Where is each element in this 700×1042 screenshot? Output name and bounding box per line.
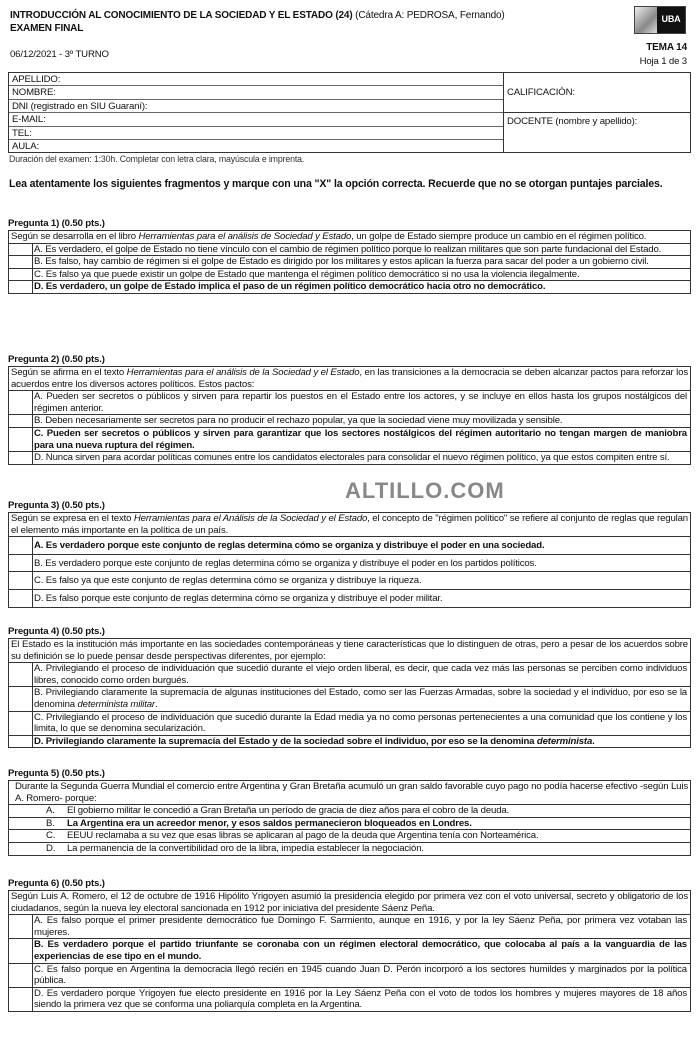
question-title: Pregunta 4) (0.50 pts.) — [8, 626, 105, 637]
answer-mark-cell[interactable] — [9, 736, 33, 748]
answer-mark-cell[interactable] — [9, 572, 33, 589]
uba-logo-text: UBA — [657, 7, 685, 33]
option-d[interactable] — [9, 452, 690, 464]
question-5 — [8, 768, 691, 856]
option-d[interactable] — [9, 843, 690, 855]
option-text — [33, 244, 690, 256]
answer-mark-cell[interactable] — [9, 988, 33, 1011]
option-text — [33, 537, 690, 554]
answer-mark-cell[interactable] — [9, 281, 33, 293]
question-4 — [8, 626, 691, 748]
question-1 — [8, 218, 691, 294]
field-apellido[interactable]: APELLIDO: — [9, 73, 503, 86]
option-text-main: El gobierno militar le concedió a Gran Bretaña un período de gracia de diez años para el cobro de la deuda. — [67, 805, 510, 817]
question-title: Pregunta 6) (0.50 pts.) — [8, 878, 105, 889]
stem-text: Durante la Segunda Guerra Mundial el comercio entre Argentina y Gran Bretaña acumuló un gran saldo favorable cuyo pago no podía hacerse efectivo -según Luis A. Romero- porque: — [15, 781, 688, 804]
option-text-main: C. Pueden ser secretos o públicos y sirven para garantizar que los sectores nostálgicos del régimen autoritario no tengan margen de maniobra para una nueva ruptura del régimen. — [34, 427, 687, 451]
option-term: determinista — [536, 735, 593, 747]
option-text — [33, 939, 690, 962]
student-id-form — [8, 72, 691, 153]
option-text — [33, 555, 690, 572]
answer-mark-cell[interactable] — [9, 818, 46, 830]
option-text-main: D. Es verdadero porque Yrigoyen fue electo presidente en 1916 por la Ley Sáenz Peña con el voto de todos los hombres y mujeres mayores de 18 años siendo la primera vez que se conforma una poliarquía completa en la Argentina. — [34, 987, 687, 1011]
option-text-main: B. Privilegiando claramente la supremacía de algunas instituciones del Estado, como ser las Fuerzas Armadas, sobre la sociedad y el individuo, por eso se la denomina — [34, 687, 687, 710]
exam-date: 06/12/2021 - 3º TURNO — [10, 49, 109, 60]
option-text — [33, 391, 690, 414]
option-text — [66, 805, 690, 817]
option-text-main: A. Pueden ser secretos o públicos y sirven para repartir los puestos en el Estado entre los actores, y se incluye en ellos hasta los grupos nostálgicos del régimen anterior. — [34, 391, 687, 414]
option-text-main: EEUU reclamaba a su vez que esas libras se aplicaran al pago de la deuda que Argentina tenía con Norteamérica. — [67, 830, 539, 842]
option-text-main: C. Es falso porque en Argentina la democracia llegó recién en 1945 cuando Juan D. Perón incorporó a los sectores humildes y marginados por la política pública. — [34, 963, 687, 987]
instructions: Lea atentamente los siguientes fragmentos y marque con una "X" la opción correcta. Recuerde que no se otorgan puntajes parciales. — [9, 178, 663, 190]
answer-mark-cell[interactable] — [9, 269, 33, 281]
option-b[interactable] — [9, 687, 690, 711]
question-title: Pregunta 3) (0.50 pts.) — [8, 500, 105, 511]
answer-mark-cell[interactable] — [9, 964, 33, 987]
question-box — [8, 512, 691, 608]
option-a[interactable] — [9, 805, 690, 818]
answer-mark-cell[interactable] — [9, 843, 46, 855]
answer-mark-cell[interactable] — [9, 537, 33, 554]
question-stem — [9, 513, 690, 537]
option-text-main: D. Es falso porque este conjunto de reglas determina cómo se organiza y distribuye el poder militar. — [34, 592, 443, 604]
question-stem — [9, 639, 690, 663]
option-a[interactable] — [9, 663, 690, 687]
option-text — [33, 269, 690, 281]
option-text — [33, 590, 690, 607]
option-term: determinista militar — [77, 698, 155, 710]
question-2 — [8, 354, 691, 465]
option-c[interactable] — [9, 572, 690, 590]
answer-mark-cell[interactable] — [9, 452, 33, 464]
option-c[interactable] — [9, 964, 690, 988]
stem-text: Según Luis A. Romero, el 12 de octubre de 1916 Hipólito Yrigoyen asumió la presidencia elegido por primera vez con el voto universal, secreto y obligatorio de los ciudadanos, según la nueva ley electoral sancionada en 1912 por iniciativa del presidente Sáenz Peña. — [11, 891, 688, 914]
question-box — [8, 890, 691, 1012]
answer-mark-cell[interactable] — [9, 830, 46, 842]
stem-book-title: Herramientas para el análisis de Sociedad y Estado — [138, 231, 352, 242]
field-docente[interactable]: DOCENTE (nombre y apellido): — [507, 116, 638, 127]
stem-text-end: , un golpe de Estado siempre produce un cambio en el régimen político. — [351, 231, 647, 242]
answer-mark-cell[interactable] — [9, 590, 33, 607]
answer-mark-cell[interactable] — [9, 391, 33, 414]
tema-number: TEMA 14 — [646, 42, 687, 53]
option-text-main: B. Es falso, hay cambio de régimen si el golpe de Estado es dirigido por los militares y estos aplican la fuerza para sacar del poder a un gobierno civil. — [34, 256, 649, 268]
stem-book-title: Herramientas para el análisis de la Sociedad y el Estado — [126, 367, 360, 378]
answer-mark-cell[interactable] — [9, 915, 33, 938]
answer-mark-cell[interactable] — [9, 687, 33, 710]
option-text-main: C. Es falso ya que este conjunto de reglas determina cómo se organiza y distribuye la riqueza. — [34, 575, 422, 587]
question-box — [8, 638, 691, 748]
answer-mark-cell[interactable] — [9, 663, 33, 686]
option-b[interactable] — [9, 415, 690, 428]
option-text-main: D. Es verdadero, un golpe de Estado implica el paso de un régimen político democrático hacia otro no democrático. — [34, 281, 546, 293]
option-text — [66, 818, 690, 830]
question-box — [8, 780, 691, 856]
option-text — [33, 572, 690, 589]
answer-mark-cell[interactable] — [9, 712, 33, 735]
option-b[interactable] — [9, 555, 690, 573]
option-text-main: La Argentina era un acreedor menor, y esos saldos permanecieron bloqueados en Londres. — [67, 817, 472, 829]
option-text — [33, 452, 690, 464]
option-c[interactable] — [9, 712, 690, 736]
stem-book-title: Herramientas para el Análisis de la Sociedad y el Estado — [133, 513, 368, 524]
question-stem — [9, 781, 690, 805]
option-d[interactable] — [9, 736, 690, 748]
question-title: Pregunta 1) (0.50 pts.) — [8, 218, 105, 229]
question-stem — [9, 367, 690, 391]
page-number: Hoja 1 de 3 — [639, 56, 687, 67]
option-b[interactable] — [9, 818, 690, 831]
option-a[interactable] — [9, 244, 690, 257]
option-text-main: C. Es falso ya que puede existir un golpe de Estado que mantenga el régimen político democrático si no usa la violencia ilegalmente. — [34, 268, 580, 280]
option-text-main: D. Privilegiando claramente la supremacía del Estado y de la sociedad sobre el individuo, por eso se la denomina — [34, 735, 537, 747]
question-title: Pregunta 5) (0.50 pts.) — [8, 768, 105, 779]
field-dni[interactable]: DNI (registrado en SIU Guaraní): — [9, 100, 503, 113]
option-text-main: B. Es verdadero porque este conjunto de reglas determina cómo se organiza y distribuye el poder en los partidos políticos. — [34, 557, 537, 569]
answer-mark-cell[interactable] — [9, 805, 46, 817]
option-a[interactable] — [9, 537, 690, 555]
option-text — [33, 415, 690, 427]
question-3 — [8, 500, 691, 608]
course-name: INTRODUCCIÓN AL CONOCIMIENTO DE LA SOCIEDAD Y EL ESTADO (24) — [10, 10, 353, 21]
answer-mark-cell[interactable] — [9, 244, 33, 256]
question-box — [8, 230, 691, 294]
stem-text: Según se afirma en el texto — [11, 367, 127, 378]
option-letter: D. — [46, 842, 56, 854]
answer-mark-cell[interactable] — [9, 939, 33, 962]
option-text — [33, 988, 690, 1011]
stem-text: Según se expresa en el texto — [11, 513, 134, 524]
field-calificacion[interactable]: CALIFICACIÓN: — [504, 73, 690, 113]
option-text — [33, 687, 690, 710]
option-text-main: A. Privilegiando el proceso de individuación que sucedió durante el viejo orden liberal, es decir, que cada vez más las personas se perciben como individuos libres, conocido como orden burgués. — [34, 663, 687, 686]
option-text — [66, 830, 690, 842]
option-text-main: B. Deben necesariamente ser secretos para no producir el rechazo popular, ya que la sociedad viene muy movilizada y sensible. — [34, 415, 563, 427]
option-d[interactable] — [9, 590, 690, 607]
option-text — [33, 736, 690, 748]
uba-logo — [634, 6, 686, 34]
catedra: (Cátedra A: PEDROSA, Fernando) — [355, 10, 505, 21]
option-letter: C. — [46, 830, 56, 842]
stem-text-end: , el concepto de "régimen político" se refiere al conjunto de reglas que regulan el elemento más importante en la política de un país. — [11, 513, 688, 536]
option-c[interactable] — [9, 428, 690, 452]
option-letter: A. — [46, 805, 55, 817]
option-b[interactable] — [9, 939, 690, 963]
option-text-main: La permanencia de la convertibilidad oro de la libra, impedía establecer la negociación. — [67, 842, 424, 854]
answer-mark-cell[interactable] — [9, 428, 33, 451]
option-a[interactable] — [9, 391, 690, 415]
stem-text: El Estado es la institución más importante en las sociedades contemporáneas y tiene características que lo distinguen de otras, pero a pesar de los acuerdos sobre su definición se lo puede pensar desde perspectivas diferentes, por ejemplo: — [11, 639, 688, 662]
exam-duration: Duración del examen: 1:30h. Completar con letra clara, mayúscula e imprenta. — [9, 154, 305, 164]
option-text-main: B. Es verdadero porque el partido triunfante se coronaba con un régimen electoral democrático, que colocaba al país a la vanguardia de las experiencias de ese tipo en el mundo. — [34, 939, 687, 962]
option-text-main: A. Es verdadero, el golpe de Estado no tiene vínculo con el cambio de régimen político porque lo realizan militares que son parte fundacional del Estado. — [34, 243, 662, 255]
option-text — [33, 915, 690, 938]
option-text — [66, 843, 690, 855]
question-box — [8, 366, 691, 465]
question-stem — [9, 891, 690, 915]
option-text — [33, 256, 690, 268]
option-text — [33, 281, 690, 293]
watermark: ALTILLO.COM — [345, 478, 505, 503]
option-letter: B. — [46, 817, 55, 829]
question-title: Pregunta 2) (0.50 pts.) — [8, 354, 105, 365]
answer-mark-cell[interactable] — [9, 256, 33, 268]
stem-text-end: , en las transiciones a la democracia se deben alcanzar pactos para reforzar los acuerdos entre los diversos actores políticos. Estos pactos: — [11, 367, 688, 390]
option-text — [33, 712, 690, 735]
option-text-main: A. Es verdadero porque este conjunto de reglas determina cómo se organiza y distribuye el poder en una sociedad. — [34, 540, 545, 552]
option-c[interactable] — [9, 269, 690, 282]
option-c[interactable] — [9, 830, 690, 843]
option-text — [33, 964, 690, 987]
question-stem — [9, 231, 690, 244]
option-text-end: . — [154, 698, 158, 710]
field-aula[interactable]: AULA: — [12, 140, 39, 152]
option-text-main: C. Privilegiando el proceso de individuación que sucedió durante la Edad media ya no como personas pertenecientes a una comunidad que los contiene y los limita, lo que se denomina secularización. — [34, 711, 687, 735]
option-a[interactable] — [9, 915, 690, 939]
answer-mark-cell[interactable] — [9, 415, 33, 427]
exam-type: EXAMEN FINAL — [10, 23, 84, 34]
option-d[interactable] — [9, 988, 690, 1011]
field-tel[interactable]: TEL: — [9, 127, 503, 140]
option-text — [33, 663, 690, 686]
uba-emblem-icon — [635, 7, 657, 33]
option-text-main: A. Es falso porque el primer presidente democrático fue Domingo F. Sarmiento, aunque en 1916, y por la ley Sáenz Peña, por primera vez votaban las mujeres. — [34, 915, 687, 938]
option-text-main: D. Nunca sirven para acordar políticas comunes entre los candidatos electorales para consolidar el nuevo régimen político, ya que estos compiten entre sí. — [34, 452, 670, 464]
question-6 — [8, 878, 691, 1012]
option-b[interactable] — [9, 256, 690, 269]
option-text-end: . — [592, 735, 595, 747]
stem-text: Según se desarrolla en el libro — [11, 231, 139, 242]
field-email[interactable]: E-MAIL: — [9, 113, 503, 126]
field-nombre[interactable]: NOMBRE: — [9, 86, 503, 99]
option-text — [33, 428, 690, 451]
option-d[interactable] — [9, 281, 690, 293]
answer-mark-cell[interactable] — [9, 555, 33, 572]
course-title — [10, 10, 505, 21]
